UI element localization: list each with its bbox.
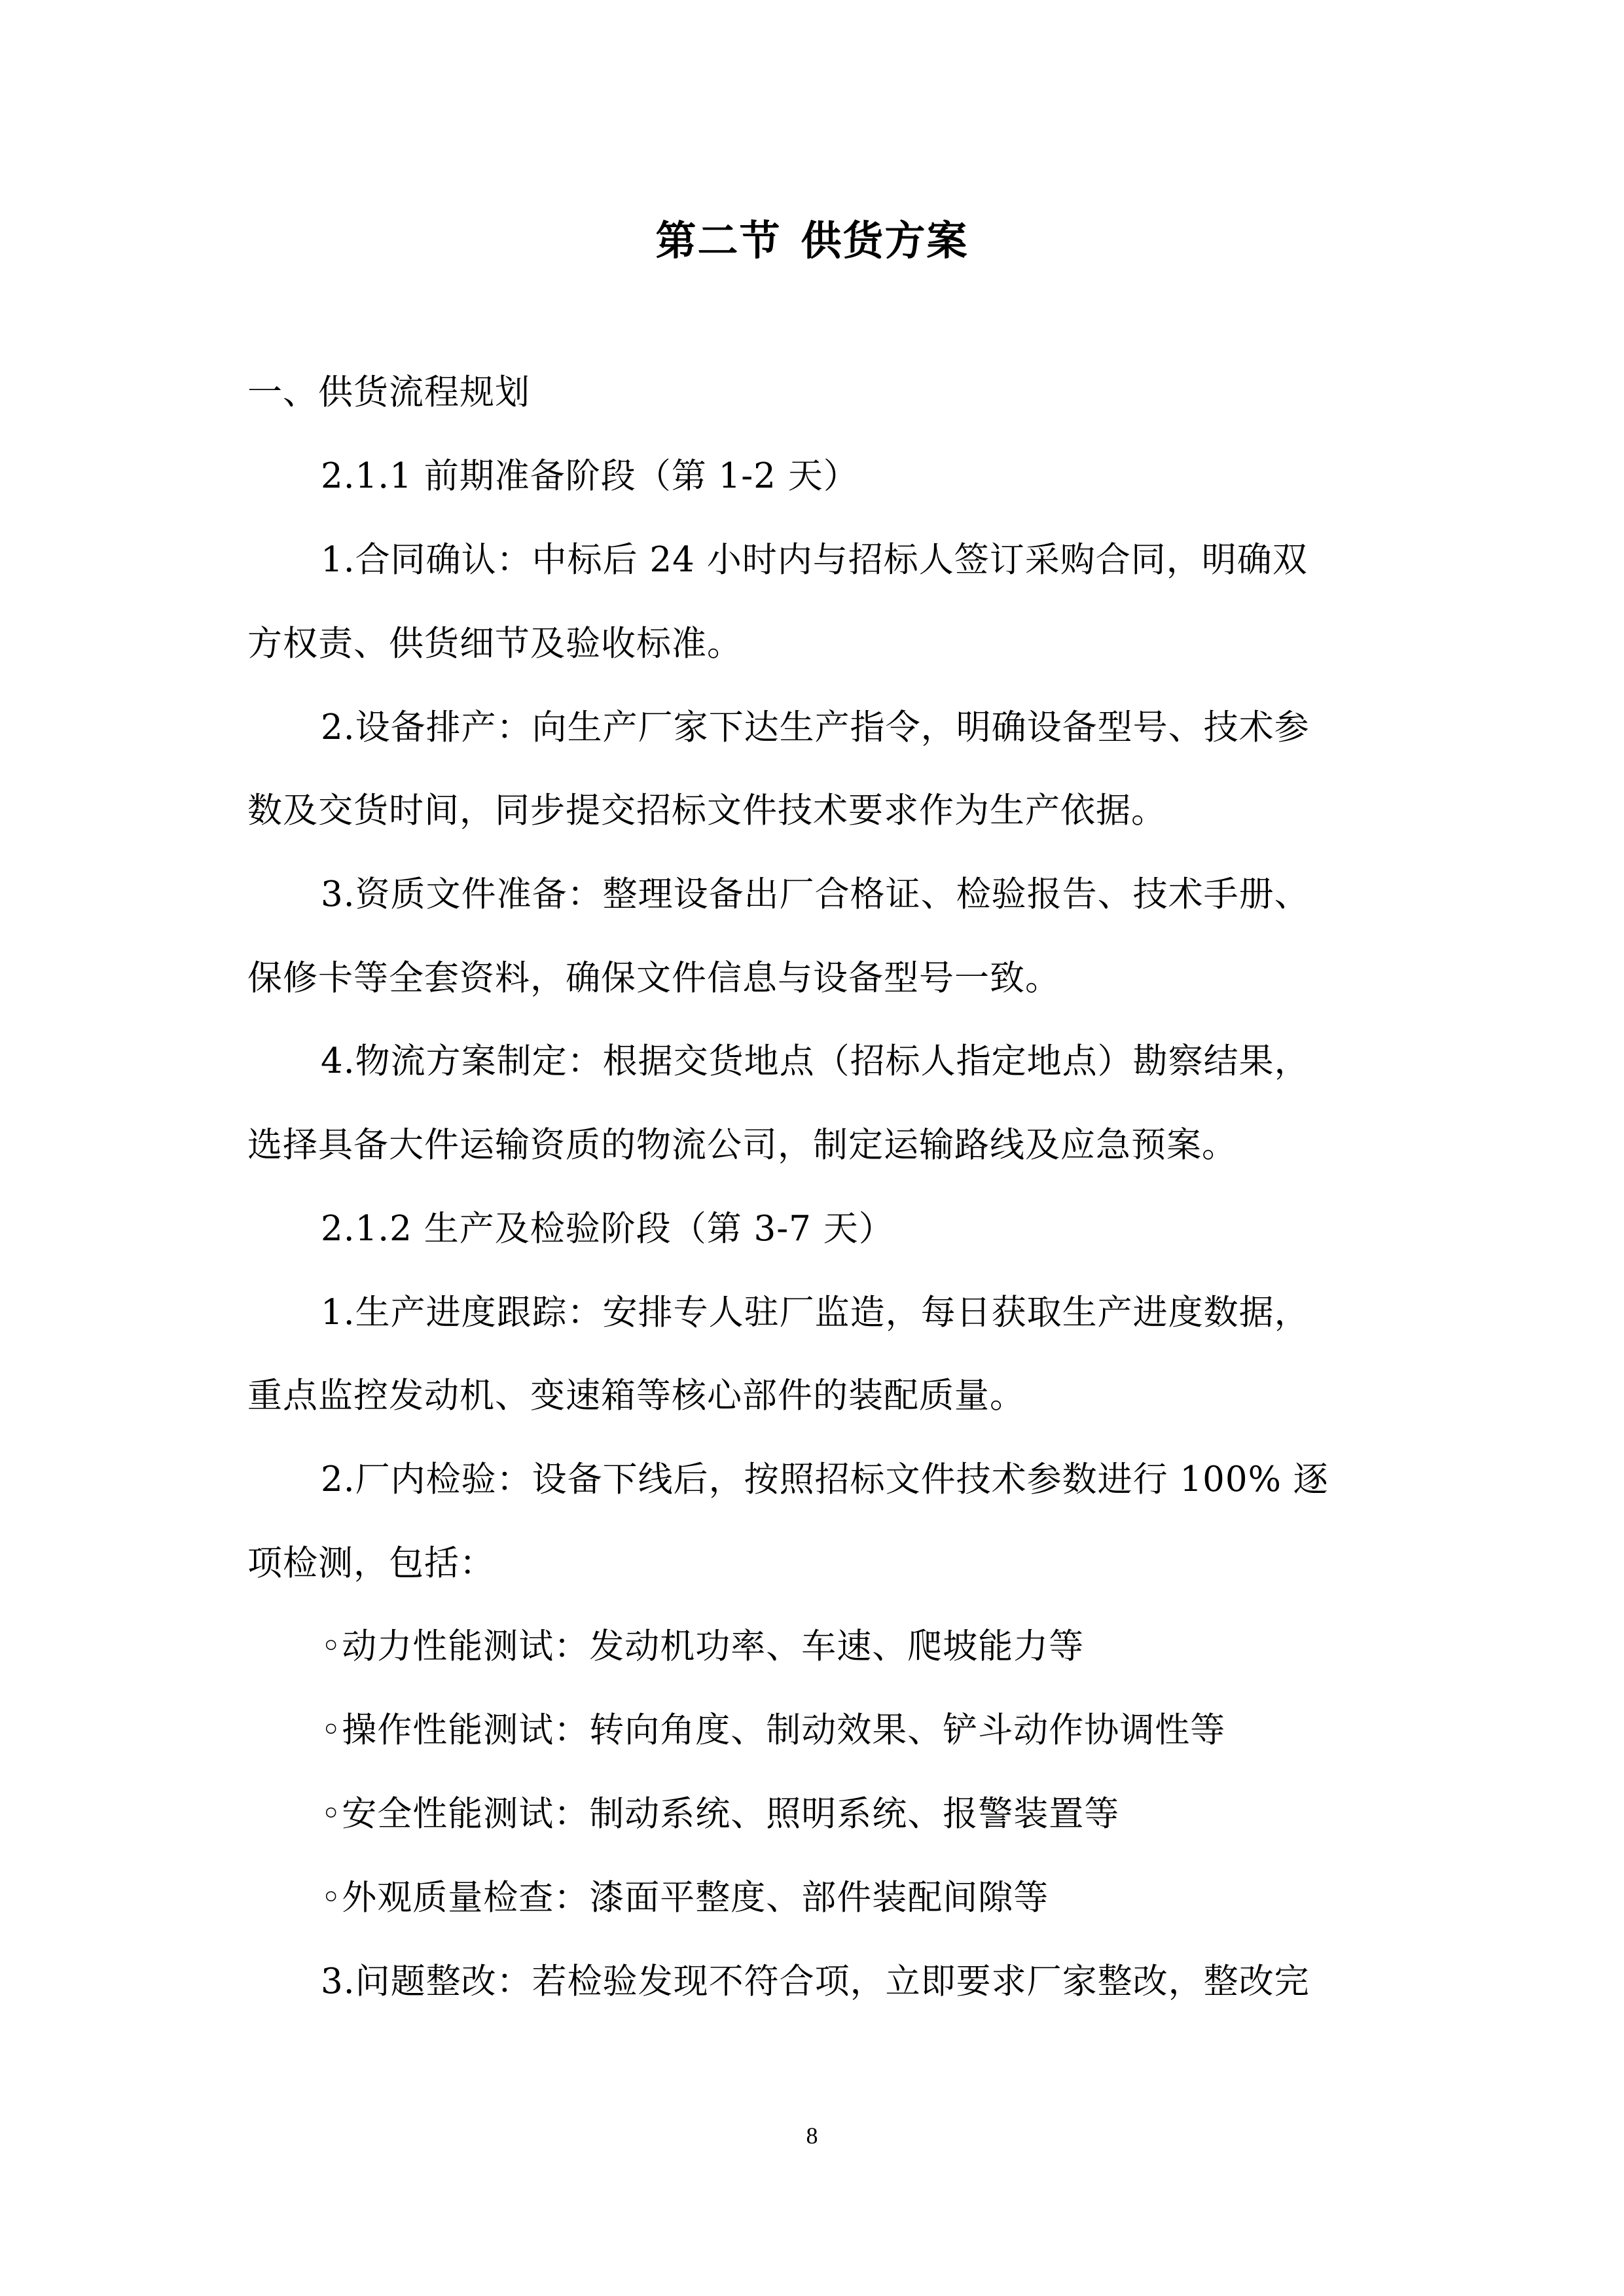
- paragraph-line: 3.问题整改：若检验发现不符合项，立即要求厂家整改，整改完: [321, 1962, 1310, 2001]
- paragraph-line: 1.合同确认：中标后 24 小时内与招标人签订采购合同，明确双: [321, 540, 1308, 580]
- bullet-item: ◦安全性能测试：制动系统、照明系统、报警装置等: [321, 1794, 1120, 1834]
- paragraph-line: 保修卡等全套资料，确保文件信息与设备型号一致。: [247, 958, 1060, 998]
- section-title-text: 供货方案: [801, 217, 969, 264]
- bullet-item: ◦动力性能测试：发动机功率、车速、爬坡能力等: [321, 1626, 1085, 1666]
- paragraph-line: 4.物流方案制定：根据交货地点（招标人指定地点）勘察结果，: [321, 1041, 1310, 1081]
- paragraph-line: 1.生产进度跟踪：安排专人驻厂监造，每日获取生产进度数据，: [321, 1293, 1310, 1333]
- paragraph-line: 方权责、供货细节及验收标准。: [247, 624, 742, 664]
- subheading-preparation-phase: 2.1.1 前期准备阶段（第 1-2 天）: [321, 456, 859, 496]
- bullet-item: ◦操作性能测试：转向角度、制动效果、铲斗动作协调性等: [321, 1710, 1226, 1750]
- paragraph-line: 重点监控发动机、变速箱等核心部件的装配质量。: [247, 1376, 1025, 1416]
- section-title: [0, 208, 1624, 274]
- paragraph-line: 数及交货时间，同步提交招标文件技术要求作为生产依据。: [247, 791, 1166, 831]
- paragraph-line: 2.厂内检验：设备下线后，按照招标文件技术参数进行 100% 逐: [321, 1460, 1329, 1499]
- paragraph-line: 2.设备排产：向生产厂家下达生产指令，明确设备型号、技术参: [321, 708, 1310, 747]
- paragraph-line: 项检测，包括：: [247, 1543, 495, 1583]
- bullet-item: ◦外观质量检查：漆面平整度、部件装配间隙等: [321, 1878, 1049, 1918]
- page-number: 8: [806, 2123, 818, 2149]
- subheading-production-phase: 2.1.2 生产及检验阶段（第 3-7 天）: [321, 1209, 894, 1249]
- paragraph-line: 选择具备大件运输资质的物流公司，制定运输路线及应急预案。: [247, 1125, 1237, 1165]
- section-title-number: 第二节: [655, 217, 782, 264]
- paragraph-line: 3.资质文件准备：整理设备出厂合格证、检验报告、技术手册、: [321, 874, 1310, 914]
- heading-supply-process: 一、供货流程规划: [247, 372, 530, 412]
